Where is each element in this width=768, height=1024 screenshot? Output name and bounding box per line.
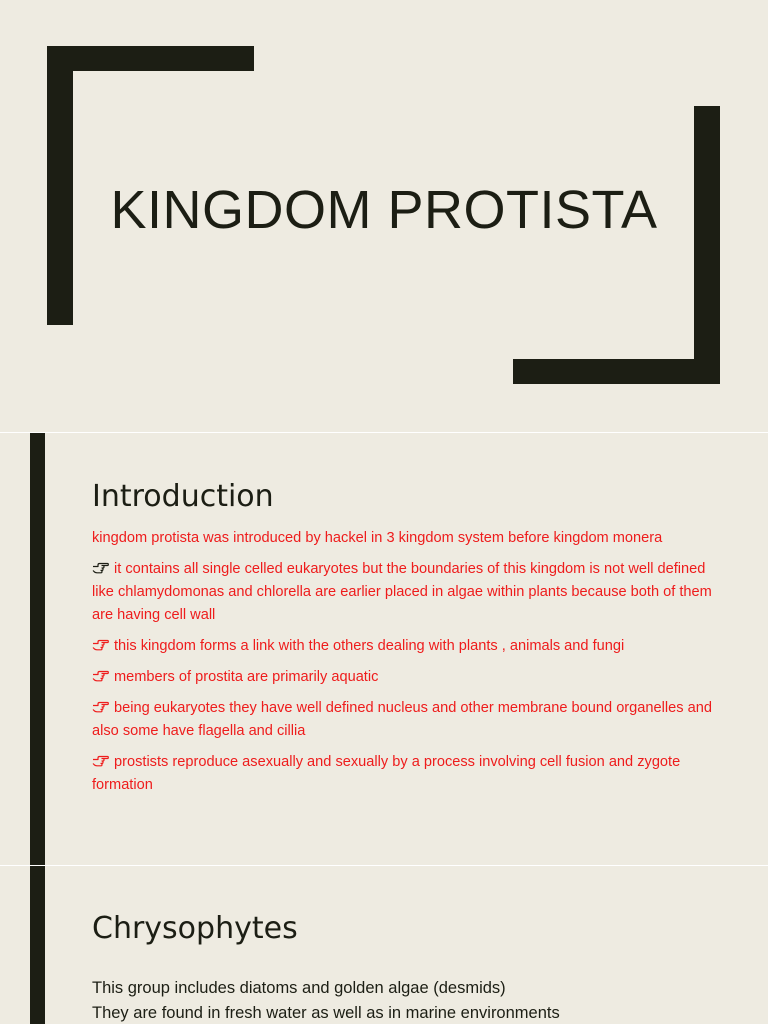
corner-bracket-bottom-vertical xyxy=(694,106,720,384)
bullet-text: this kingdom forms a link with the others dealing with plants , animals and fungi xyxy=(114,638,625,654)
pointing-hand-icon xyxy=(92,638,109,652)
bullet-text: prostists reproduce asexually and sexually by a process involving cell fusion and zygote formation xyxy=(92,754,681,793)
corner-bracket-top-horizontal xyxy=(47,46,254,71)
bullet-text: being eukaryotes they have well defined nucleus and other membrane bound organelles and also some have flagella and cillia xyxy=(92,700,712,739)
chrysophytes-content xyxy=(92,976,722,1024)
intro-paragraph: kingdom protista was introduced by hackel in 3 kingdom system before kingdom monera xyxy=(92,530,663,546)
introduction-slide xyxy=(0,433,768,865)
bullet-text: members of prostita are primarily aquatic xyxy=(114,669,379,685)
bullet-item xyxy=(92,558,722,627)
left-accent-bar xyxy=(30,866,45,1024)
corner-bracket-bottom-horizontal xyxy=(513,359,720,384)
slide-title: KINGDOM PROTISTA xyxy=(110,180,658,240)
slide-heading: Introduction xyxy=(92,479,274,514)
bullet-item xyxy=(92,751,722,797)
body-line: This group includes diatoms and golden algae (desmids) xyxy=(92,979,506,997)
bullet-item xyxy=(92,635,722,658)
pointing-hand-icon xyxy=(92,754,109,768)
bullet-item xyxy=(92,666,722,689)
pointing-hand-icon xyxy=(92,561,109,575)
pointing-hand-icon xyxy=(92,669,109,683)
body-line: They are found in fresh water as well as in marine environments xyxy=(92,1004,560,1022)
left-accent-bar xyxy=(30,433,45,865)
bullet-item xyxy=(92,697,722,743)
slide-heading: Chrysophytes xyxy=(92,911,298,946)
chrysophytes-slide xyxy=(0,866,768,1024)
title-slide xyxy=(0,0,768,432)
bullet-text: it contains all single celled eukaryotes but the boundaries of this kingdom is not well defined like chlamydomonas and chlorella are earlier placed in algae within plants because both of them are having cell wall xyxy=(92,561,712,623)
intro-content xyxy=(92,527,722,805)
pointing-hand-icon xyxy=(92,700,109,714)
